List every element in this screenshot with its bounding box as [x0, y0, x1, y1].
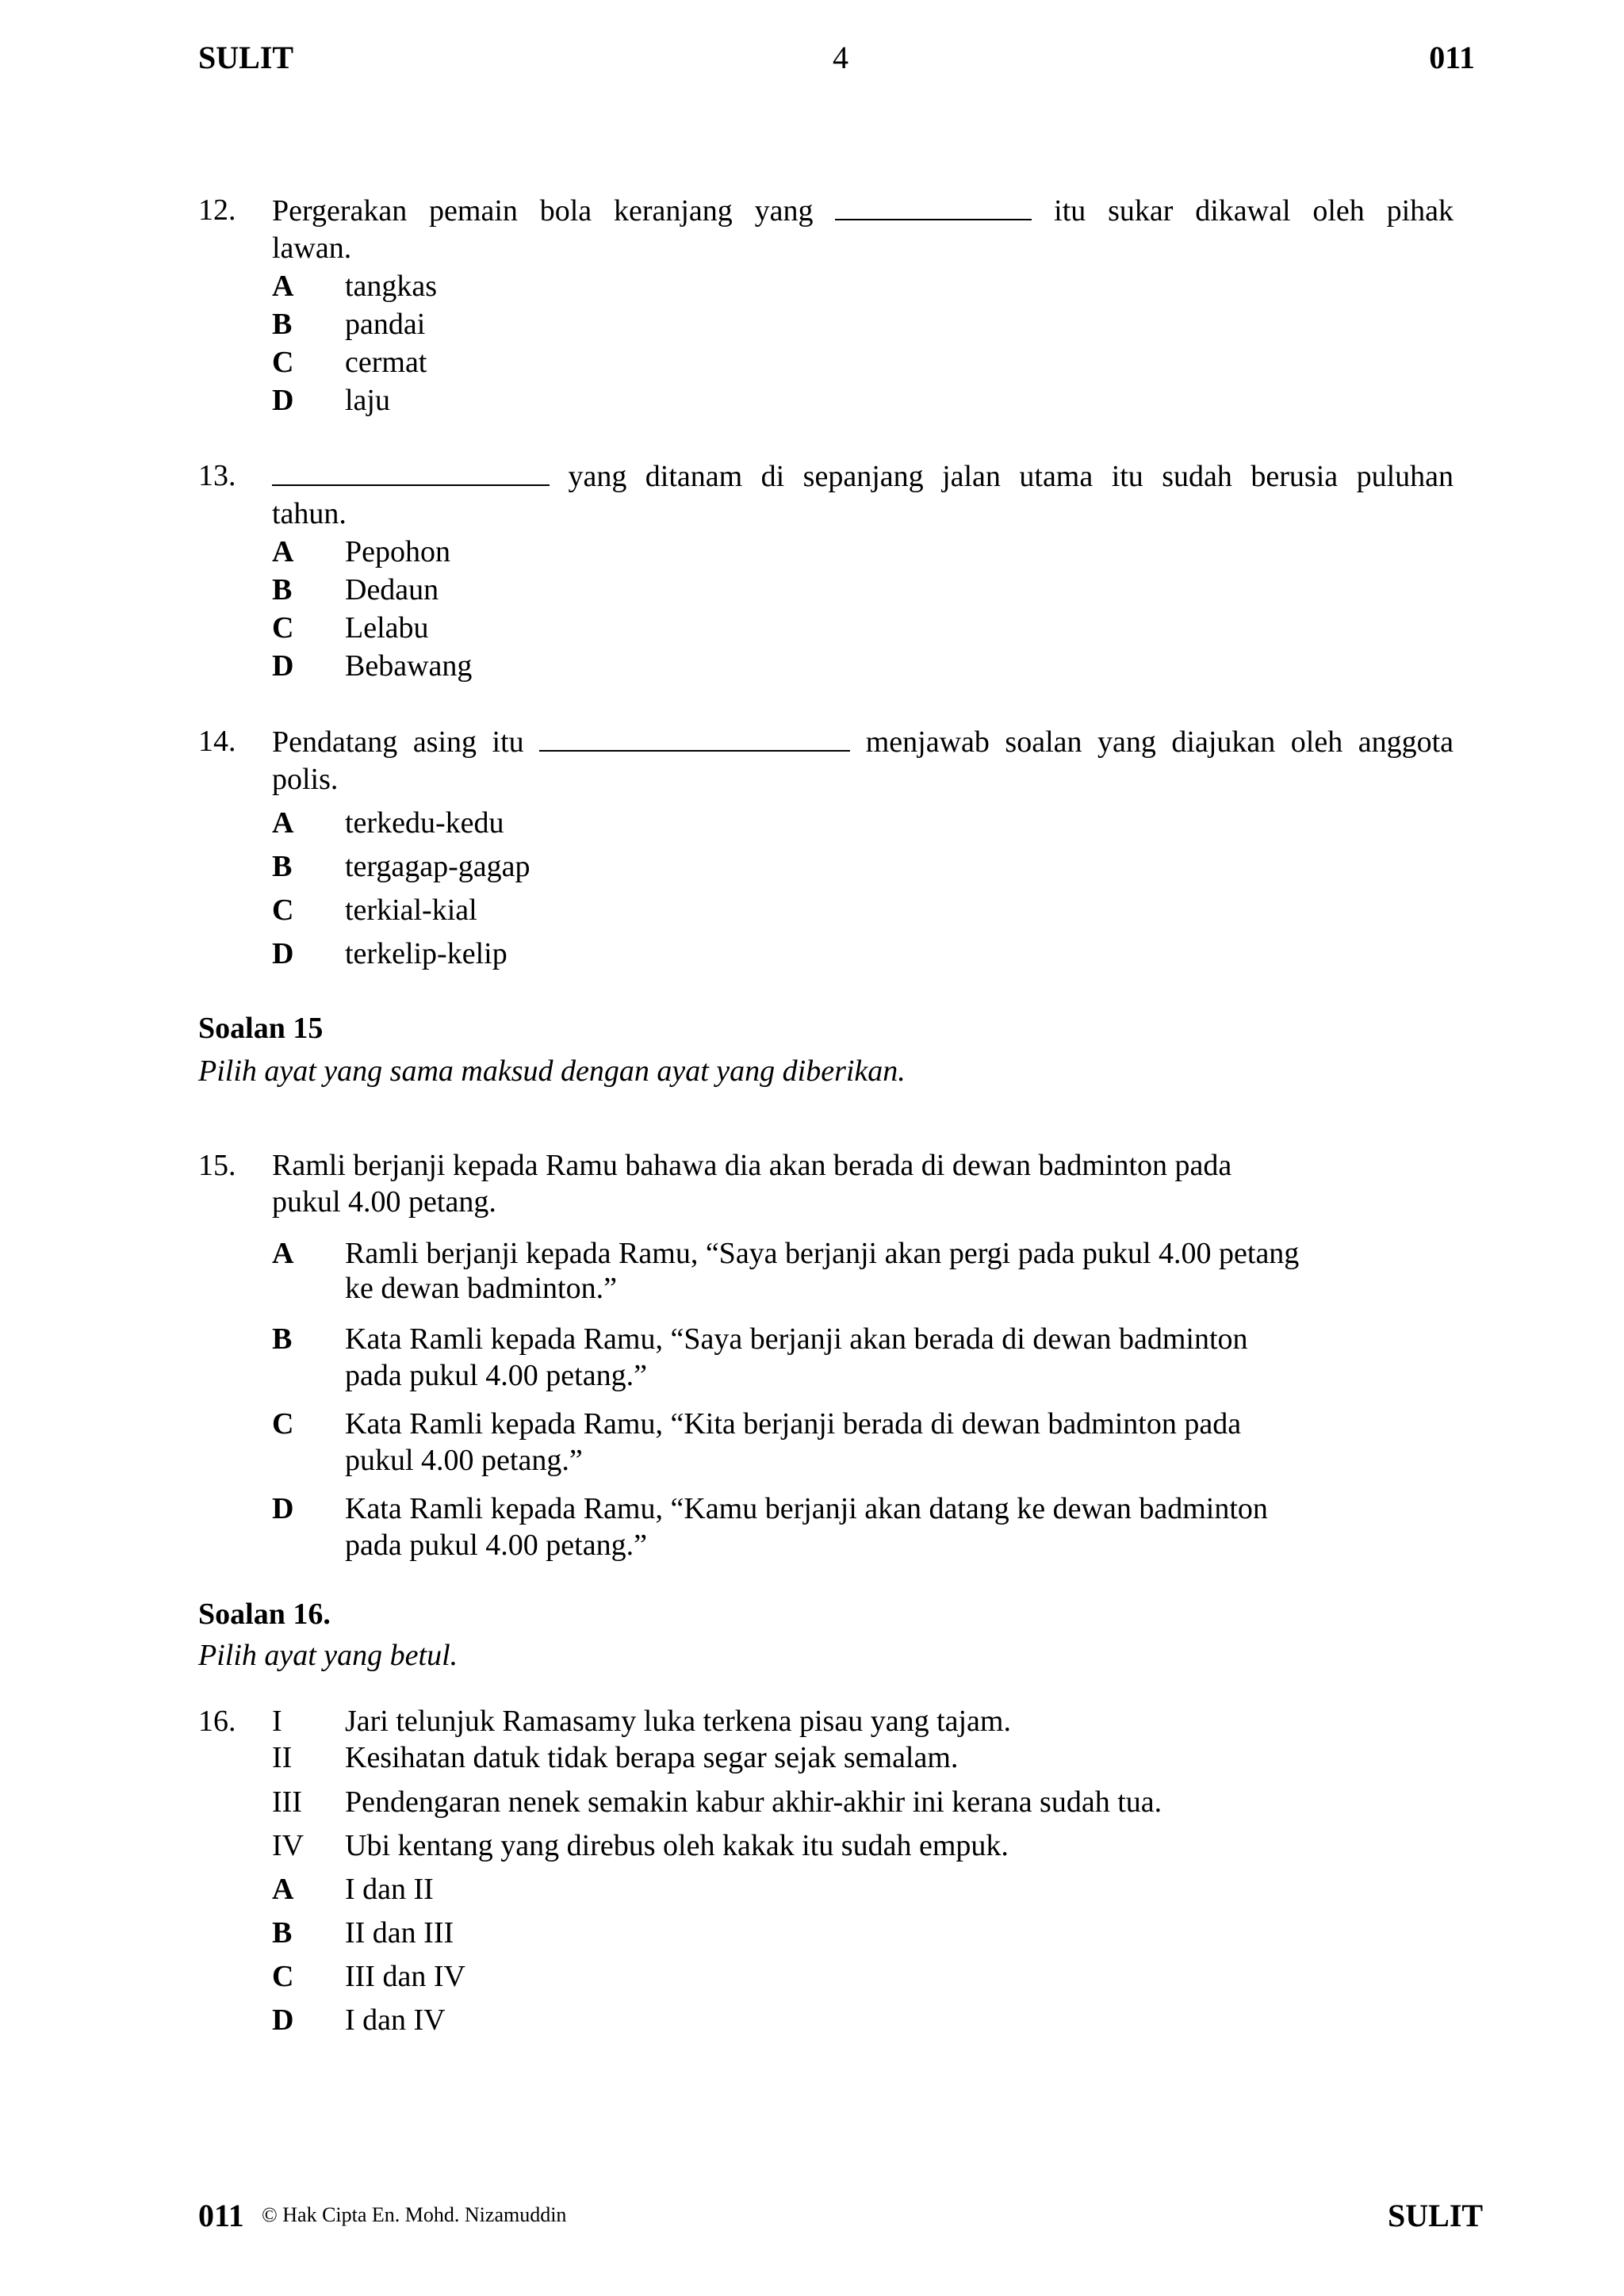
footer-copyright: © Hak Cipta En. Mohd. Nizamuddin — [262, 2203, 567, 2226]
statement-numeral: II — [272, 1741, 293, 1774]
question-text-after: yang ditanam di sepanjang jalan utama itu sudah berusia puluhan — [568, 460, 1454, 493]
option-letter: D — [272, 384, 294, 417]
question-number: 16. — [198, 1705, 236, 1738]
statement-numeral: I — [272, 1705, 282, 1738]
question-text-before: Pergerakan pemain bola keranjang yang — [272, 194, 814, 228]
option-text: I dan II — [345, 1873, 434, 1906]
option-letter: B — [272, 1322, 293, 1356]
question-text-line2: tahun. — [272, 497, 347, 530]
section-instruction: Pilih ayat yang betul. — [198, 1639, 458, 1672]
question-number: 12. — [198, 193, 236, 227]
question-number: 13. — [198, 459, 236, 492]
question-text-line1 — [272, 192, 1454, 231]
option-letter: A — [272, 270, 294, 303]
question-text-after: menjawab soalan yang diajukan oleh anggota — [865, 725, 1454, 759]
option-text-line1: Kata Ramli kepada Ramu, “Kamu berjanji akan datang ke dewan badminton — [345, 1492, 1268, 1525]
option-letter: C — [272, 894, 294, 927]
option-letter: B — [272, 573, 293, 607]
option-letter: A — [272, 806, 294, 840]
page-number: 4 — [833, 40, 848, 75]
option-text: Pepohon — [345, 535, 450, 568]
option-text-line1: Kata Ramli kepada Ramu, “Kita berjanji berada di dewan badminton pada — [345, 1407, 1242, 1441]
statement-text: Ubi kentang yang direbus oleh kakak itu sudah empuk. — [345, 1829, 1009, 1862]
option-text-line2: pukul 4.00 petang.” — [345, 1444, 583, 1477]
option-text: Lelabu — [345, 611, 429, 645]
option-text: terkelip-kelip — [345, 937, 508, 970]
answer-blank — [272, 457, 550, 486]
footer-paper-code: 011 — [198, 2198, 244, 2233]
option-text: II dan III — [345, 1916, 454, 1950]
statement-text: Kesihatan datuk tidak berapa segar sejak semalam. — [345, 1741, 959, 1774]
option-text: terkedu-kedu — [345, 806, 504, 840]
option-text-line1: Ramli berjanji kepada Ramu, “Saya berjanji akan pergi pada pukul 4.00 petang — [345, 1237, 1300, 1270]
question-text-line2: pukul 4.00 petang. — [272, 1185, 496, 1219]
question-text-line2: polis. — [272, 763, 339, 796]
option-letter: B — [272, 850, 293, 883]
option-letter: C — [272, 1960, 294, 1993]
option-text-line2: pada pukul 4.00 petang.” — [345, 1529, 647, 1562]
section-title: Soalan 16. — [198, 1598, 331, 1631]
question-text-after: itu sukar dikawal oleh pihak — [1054, 194, 1454, 228]
option-letter: A — [272, 535, 294, 568]
option-letter: B — [272, 308, 293, 341]
answer-blank — [539, 723, 850, 752]
question-text-line1 — [272, 723, 1454, 762]
option-letter: A — [272, 1237, 294, 1270]
question-number: 15. — [198, 1149, 236, 1182]
statement-text: Pendengaran nenek semakin kabur akhir-akhir ini kerana sudah tua. — [345, 1785, 1162, 1819]
option-letter: C — [272, 1407, 294, 1441]
footer-classification: SULIT — [1388, 2198, 1484, 2233]
option-letter: C — [272, 611, 294, 645]
question-text-before: Pendatang asing itu — [272, 725, 524, 759]
option-text: I dan IV — [345, 2003, 446, 2037]
statement-numeral: III — [272, 1785, 302, 1819]
option-text: cermat — [345, 346, 427, 379]
option-text: tergagap-gagap — [345, 850, 530, 883]
question-text-line1: Ramli berjanji kepada Ramu bahawa dia akan berada di dewan badminton pada — [272, 1149, 1232, 1182]
option-text: pandai — [345, 308, 426, 341]
option-text-line2: ke dewan badminton.” — [345, 1272, 617, 1305]
option-letter: D — [272, 649, 294, 683]
answer-blank — [835, 192, 1032, 220]
paper-code: 011 — [1429, 40, 1475, 75]
option-text-line2: pada pukul 4.00 petang.” — [345, 1359, 647, 1392]
statement-text: Jari telunjuk Ramasamy luka terkena pisau yang tajam. — [345, 1705, 1011, 1738]
option-letter: C — [272, 346, 294, 379]
option-letter: B — [272, 1916, 293, 1950]
option-text-line1: Kata Ramli kepada Ramu, “Saya berjanji akan berada di dewan badminton — [345, 1322, 1248, 1356]
option-text: Bebawang — [345, 649, 473, 683]
section-title: Soalan 15 — [198, 1012, 324, 1045]
option-text: terkial-kial — [345, 894, 477, 927]
question-number: 14. — [198, 725, 236, 758]
header-classification: SULIT — [198, 40, 294, 75]
option-letter: D — [272, 1492, 294, 1525]
option-text: laju — [345, 384, 390, 417]
option-letter: D — [272, 937, 294, 970]
statement-numeral: IV — [272, 1829, 304, 1862]
option-text: III dan IV — [345, 1960, 465, 1993]
question-text-line2: lawan. — [272, 232, 352, 265]
option-text: Dedaun — [345, 573, 439, 607]
question-text-line1 — [272, 457, 1454, 496]
option-text: tangkas — [345, 270, 438, 303]
option-letter: D — [272, 2003, 294, 2037]
option-letter: A — [272, 1873, 294, 1906]
section-instruction: Pilih ayat yang sama maksud dengan ayat yang diberikan. — [198, 1054, 906, 1088]
